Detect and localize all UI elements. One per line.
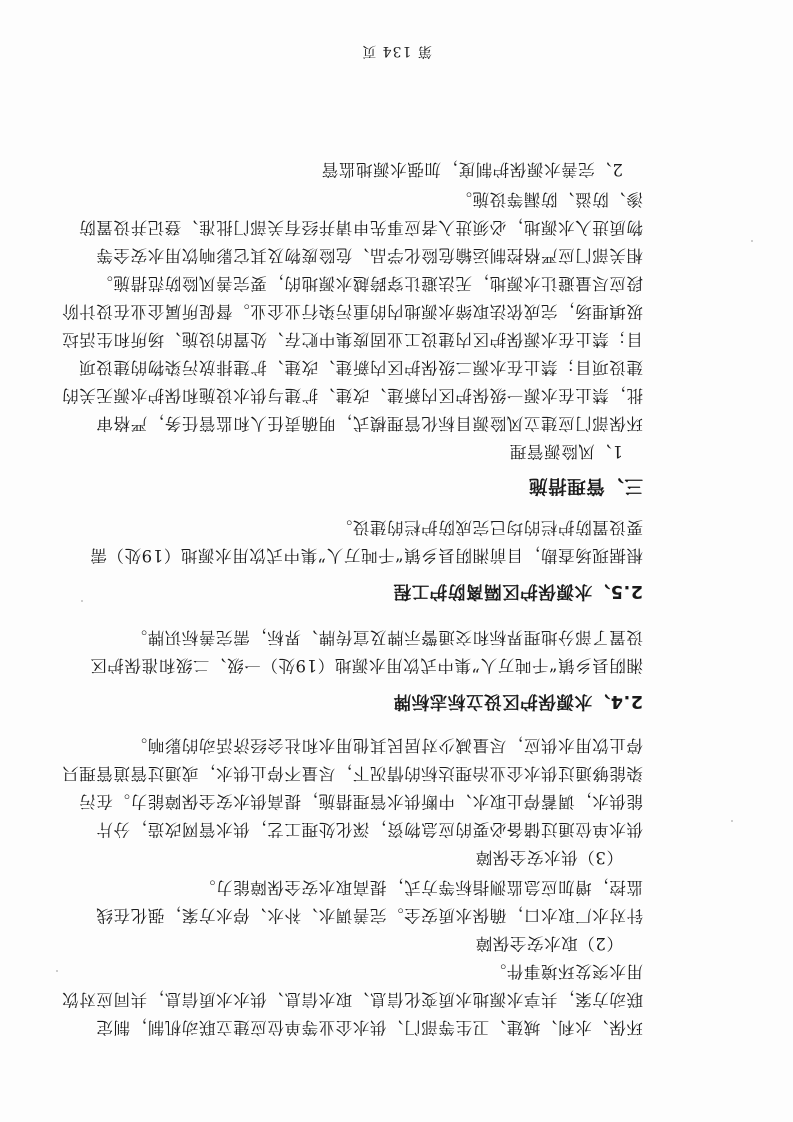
page-number: 第 134 页 (361, 43, 432, 59)
scan-speck (81, 600, 83, 602)
body-line: 要设置防护栏的均已完成防护栏的建设。 (335, 518, 643, 537)
scan-speck (731, 820, 733, 822)
body-line: 相关部门应严格控制运输危险化学品、危险废物及其它影响饮用水安全等 (95, 246, 643, 265)
body-line: 目；禁止在水源保护区内建设工业固废集中贮存、处置的设施、场所和生活垃 (61, 330, 643, 349)
body-line: 监控，增加应急监测指标等方式，提高取水安全保障能力。 (198, 878, 643, 897)
body-line: 根据现场查勘，目前湘阴县乡镇“千吨万人”集中式饮用水源地（19处）需 (89, 546, 643, 565)
chapter-heading-management-measures: 三、管理措施 (528, 475, 643, 496)
body-line: 批，禁止在水源一级保护区内新建、改建、扩建与供水设施和保护水源无关的 (61, 386, 643, 405)
body-line: 建设项目；禁止在水源二级保护区内新建、改建、扩建排放污染物的建设项 (78, 358, 643, 377)
body-line: 染能够通过供水企业治理达标的情况下，尽量不停止供水，或通过管道管理只 (61, 764, 643, 783)
body-line: 环保部门应建立风险源目标化管理模式，明确责任人和监管任务，严格审 (95, 414, 643, 433)
body-line: 设置了部分地理界标和交通警示牌及宣传牌、界标，需完善标识牌。 (130, 628, 643, 647)
subsection-heading: （2）取水安全保障 (475, 934, 623, 953)
section-heading-2-5: 2.5、水源保护区隔离防护工程 (393, 581, 643, 601)
body-line: 物质进入水源地，必须进入者应事先申请并经有关部门批准、登记并设置防 (78, 218, 643, 237)
body-line: 针对水厂取水口，确保水质安全。完善调水、补水、停水方案，强化在线 (95, 906, 643, 925)
body-line: 环保、水利、城建、卫生等部门、供水企业等单位应建立联动机制，制定 (95, 1018, 643, 1037)
body-line: 供水单位通过储备必要的应急物资，深化处理工艺，供水管网改造，分片 (95, 820, 643, 839)
body-line: 湘阴县乡镇“千吨万人”集中式饮用水源地（19处）一级、二级和准保护区 (89, 656, 643, 675)
body-line: 渗、防溢、防漏等设施。 (454, 190, 643, 209)
body-line: 能供水，调蓄停止取水、中断供水管理措施，提高供水安全保障能力。在污 (78, 792, 643, 811)
body-line: 圾填埋场，完成依法取缔水源地内的重污染行业企业。督促所属企业在设计阶 (61, 302, 643, 321)
body-line: 停止饮用水供应，尽量减少对居民其他用水和社会经济活动的影响。 (130, 736, 643, 755)
scan-speck (56, 970, 58, 972)
scan-speck (751, 240, 753, 242)
body-line: 用水突发环境事件。 (489, 962, 643, 981)
section-heading-2-4: 2.4、水源保护区设立标志标牌 (393, 691, 643, 711)
subsection-heading: 2、完善水源保护制度，加强水源地监管 (321, 160, 623, 179)
subsection-heading: 1、风险源管理 (509, 442, 623, 461)
body-line: 段应尽量避让水源地，无法避让穿跨越水源地的，要完善风险防范措施。 (95, 274, 643, 293)
body-line: 联动方案，共享水源地水质变化信息、取水信息、供水水质信息，共同应对饮 (61, 990, 643, 1009)
subsection-heading: （3）供水安全保障 (475, 848, 623, 867)
